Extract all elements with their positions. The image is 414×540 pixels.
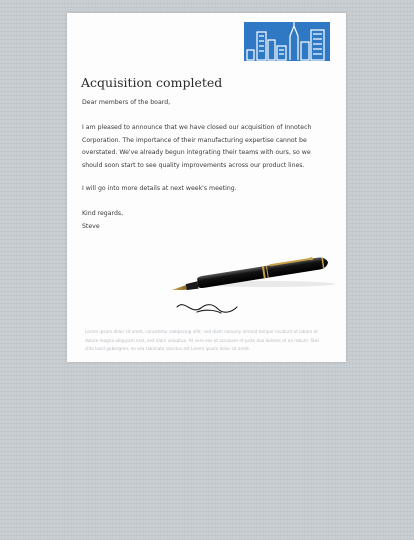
letter-page [67, 13, 346, 362]
footer-disclaimer: Lorem ipsum dolor sit amet, consetetur sadipscing elitr, sed diam nonumy eirmod tempor invidunt ut labore et dolore magna aliquyam erat, sed diam voluptua. At vero eos et accusam et justo duo dolores et ea rebum. Stet clita kasd gubergren, no sea takimata sanctus est Lorem ipsum dolor sit amet. [85, 329, 320, 351]
letter-title: Acquisition completed [81, 75, 223, 90]
letter-body: I am pleased to announce that we have closed our acquisition of Innotech Corporation. The importance of their manufacturing expertise cannot be overstated. We've already begun integrating their teams with ours, so we should soon start to see quality improvements across our product lines. [82, 124, 312, 169]
signature-flourish [175, 299, 239, 317]
fountain-pen-image [163, 256, 339, 290]
letter-details: I will go into more details at next week's meeting. [82, 185, 237, 192]
city-skyline-logo [244, 22, 330, 61]
signer-name: Steve [82, 223, 100, 230]
letter-closing: Kind regards, [82, 210, 124, 217]
letter-greeting: Dear members of the board, [82, 99, 171, 106]
